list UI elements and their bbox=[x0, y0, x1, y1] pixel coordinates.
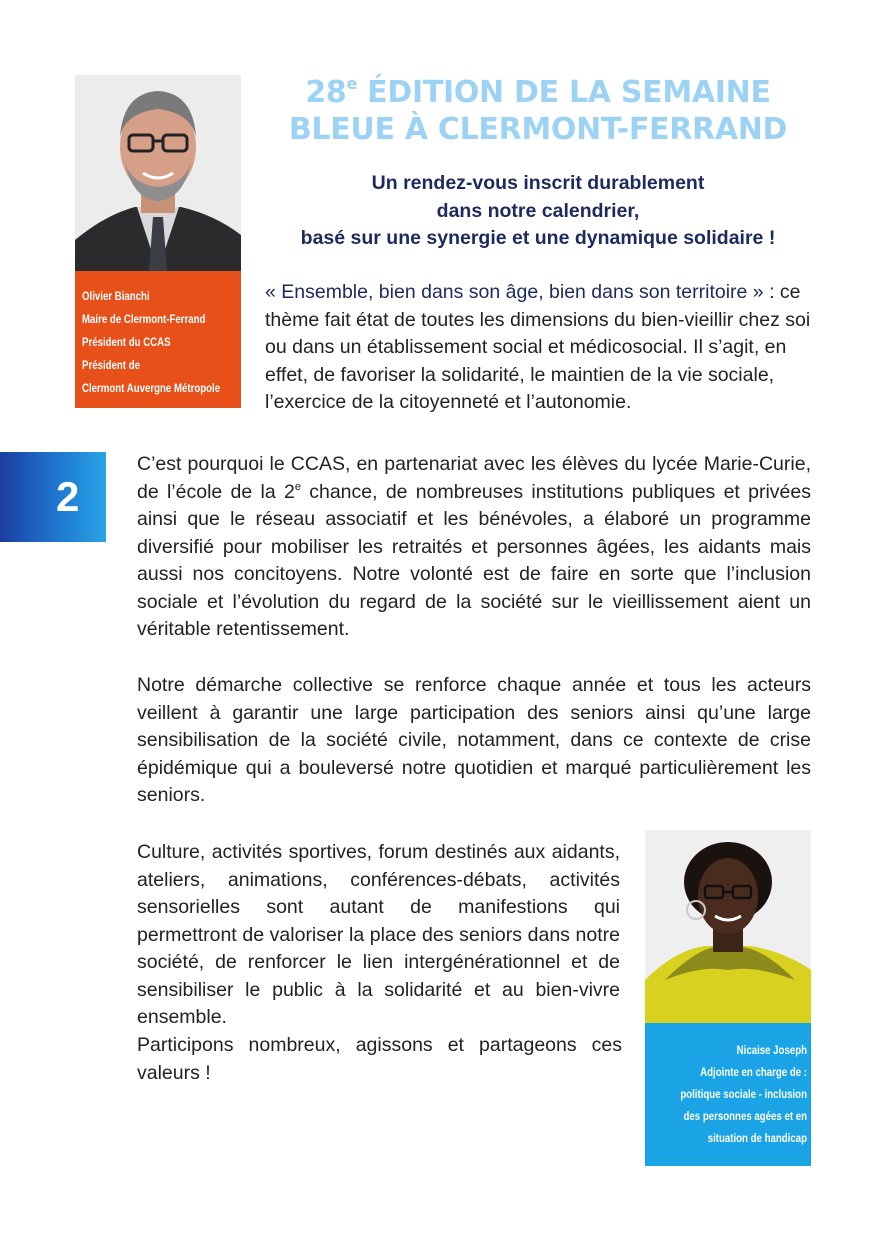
caption-role: Adjointe en charge de : bbox=[700, 1067, 807, 1079]
caption-role: Clermont Auvergne Métropole bbox=[82, 383, 221, 395]
body-paragraph-3: Culture, activités sportives, forum destinés aux aidants, ateliers, animations, conférences-débats, activités sensorielles sont autant de manifestions qui permettront de valoriser la place des seniors dans notre société, de renforcer le lien intergénérationnel et de sensibiliser le public à la solidarité et au bien-vivre ensemble. bbox=[137, 841, 620, 1028]
title-number: 28 bbox=[305, 75, 347, 110]
caption-name: Olivier Bianchi bbox=[82, 291, 150, 303]
page-number: 2 bbox=[56, 473, 80, 520]
page-number-tab bbox=[0, 452, 106, 542]
page-title bbox=[258, 74, 818, 148]
title-superscript: e bbox=[346, 74, 358, 93]
portrait-nicaise-joseph bbox=[645, 830, 811, 1023]
caption-role: des personnes agées et en bbox=[683, 1111, 807, 1123]
subtitle-line: dans notre calendrier, bbox=[436, 199, 640, 222]
portrait-illustration bbox=[645, 830, 811, 1023]
intro-text: : ce thème fait état de toutes les dimensions du bien-vieillir chez soi ou dans un établissement social et médicosocial. Il s’agit, en effet, de favoriser la solidarité, le maintien de la vie sociale, l’exercice de la citoyenneté et l’autonomie. bbox=[265, 281, 811, 413]
caption-role: Président de bbox=[82, 360, 140, 372]
title-text: ÉDITION DE LA SEMAINE bbox=[357, 75, 771, 110]
portrait-olivier-bianchi bbox=[75, 75, 241, 271]
portrait-caption-top bbox=[75, 271, 241, 408]
intro-paragraph bbox=[265, 279, 812, 417]
portrait-caption-bottom bbox=[645, 1023, 811, 1166]
theme-quote: « Ensemble, bien dans son âge, bien dans son territoire » bbox=[265, 281, 764, 303]
caption-role: situation de handicap bbox=[707, 1133, 807, 1145]
caption-name: Nicaise Joseph bbox=[736, 1045, 807, 1057]
body-paragraph-2: Notre démarche collective se renforce chaque année et tous les acteurs veillent à garantir une large participation des seniors ainsi qu’une large sensibilisation de la société civile, notamment, dans ce contexte de crise épidémique qui a bouleversé notre quotidien et marqué particulièrement les seniors. bbox=[137, 674, 811, 806]
subtitle-line: Un rendez-vous inscrit durablement bbox=[371, 172, 705, 194]
paragraph-text: chance, de nombreuses institutions publiques et privées ainsi que le réseau associatif et les bénévoles, a élaboré un programme diversifié pour mobiliser les retraités et personnes âgées, les aidants mais aussi nos concitoyens. Notre volonté est de faire en sorte que l’inclusion sociale et l’évolution du regard de la société sur le vieillissement aient un véritable retentissement. bbox=[137, 480, 811, 640]
paragraph-text: C’est pourquoi le CCAS, en partenariat avec les élèves du lycée Marie-Curie, de l’école de la 2 bbox=[137, 453, 811, 503]
caption-role: politique sociale - inclusion bbox=[680, 1089, 807, 1101]
caption-role: Président du CCAS bbox=[82, 337, 171, 349]
title-line2: BLEUE À CLERMONT-FERRAND bbox=[288, 112, 788, 147]
body-paragraph-1 bbox=[137, 451, 811, 644]
superscript: e bbox=[294, 480, 301, 493]
caption-role: Maire de Clermont-Ferrand bbox=[82, 314, 206, 326]
portrait-illustration bbox=[75, 75, 241, 271]
subtitle-line: basé sur une synergie et une dynamique solidaire ! bbox=[300, 227, 776, 249]
body-paragraph-4: Participons nombreux, agissons et partageons ces valeurs ! bbox=[137, 1034, 622, 1084]
subtitle bbox=[262, 170, 814, 253]
